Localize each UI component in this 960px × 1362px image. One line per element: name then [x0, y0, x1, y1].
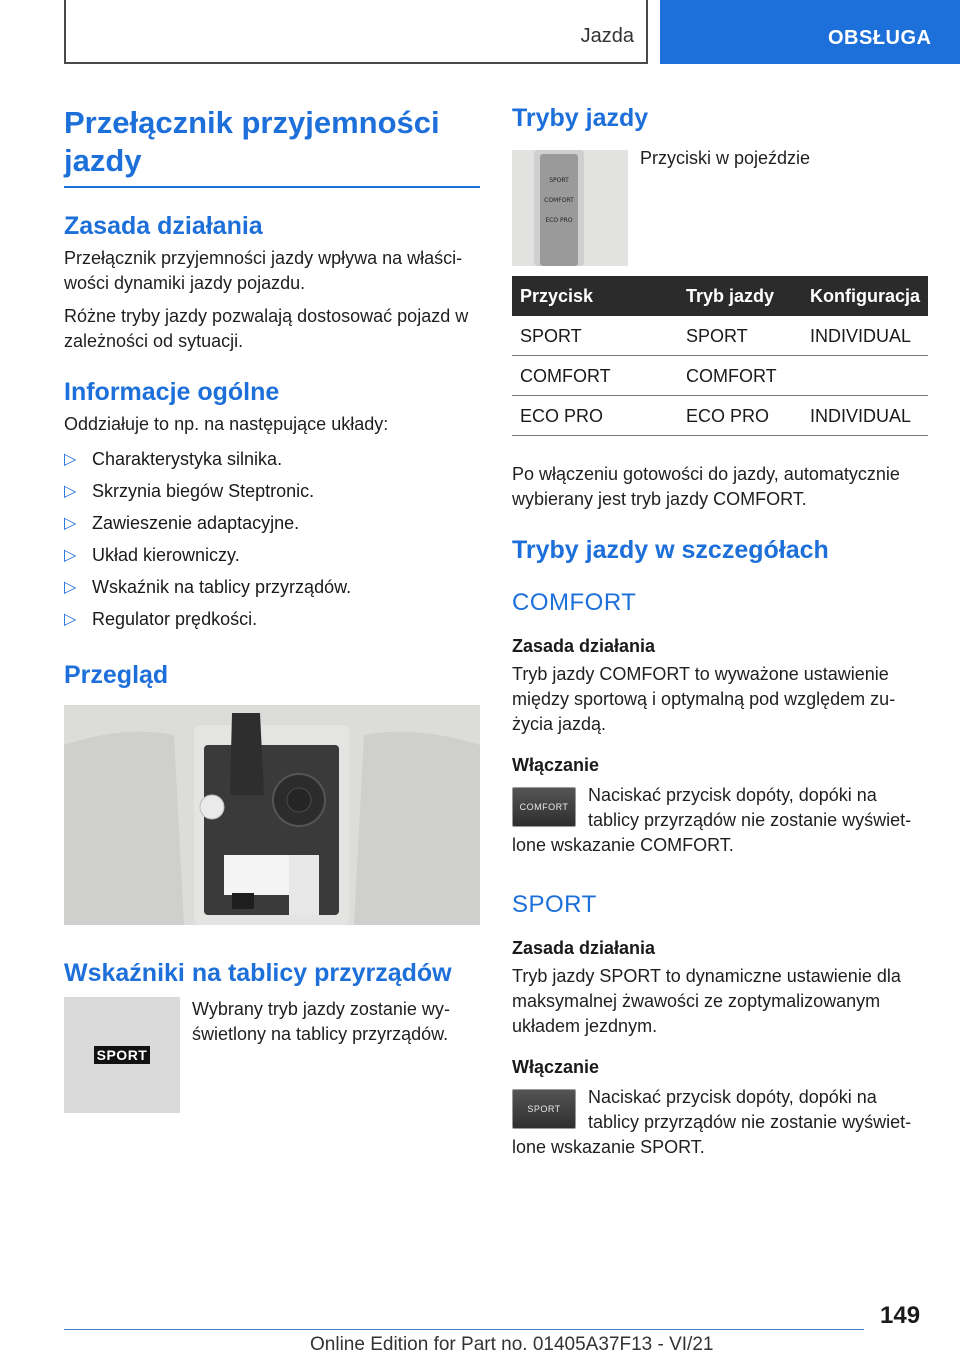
right-column	[512, 100, 928, 1160]
indicators-text: Wybrany tryb jazdy zostanie wyświetlony na tablicy przyrządów.	[192, 999, 450, 1044]
footer-divider	[64, 1329, 864, 1330]
detail-heading: Tryby jazdy w szczegółach	[512, 536, 829, 564]
sport-principle-heading: Zasada działania	[512, 938, 656, 958]
panel-sport-label: SPORT	[549, 177, 569, 184]
general-intro: Oddziałuje to np. na następujące układy:	[64, 414, 389, 434]
list-item: ▷ Skrzynia biegów Steptronic.	[64, 475, 480, 507]
sport-on-block	[512, 1085, 928, 1160]
table-cell: ECO PRO	[512, 396, 678, 436]
principle-p2: Różne tryby jazdy pozwalają dostosować pojazd w zależności od sytuacji.	[64, 306, 469, 351]
sport-principle-text: Tryb jazdy SPORT to dynamiczne ustawienie dla maksymalnej żwawości ze zoptymalizowanym układem jezdnym.	[512, 966, 901, 1036]
table-cell: SPORT	[512, 316, 678, 356]
center-console-illustration	[64, 705, 480, 925]
triangle-bullet-icon: ▷	[64, 451, 77, 468]
overview-heading: Przegląd	[64, 661, 169, 689]
comfort-on-heading: Włączanie	[512, 755, 600, 775]
triangle-bullet-icon: ▷	[64, 547, 77, 564]
page-number: 149	[880, 1302, 921, 1329]
principle-p1: Przełącznik przyjemności jazdy wpływa na właściwości dynamiki jazdy pojazdu.	[64, 248, 463, 293]
default-mode-text: Po włączeniu gotowości do jazdy, automatycznie wybierany jest tryb jazdy COMFORT.	[512, 464, 900, 509]
table-header-row	[512, 276, 928, 316]
list-item: ▷ Układ kierowniczy.	[64, 539, 480, 571]
comfort-principle-text: Tryb jazdy COMFORT to wyważone ustawienie między sportową i optymalną pod względem zużycia jazdą.	[512, 664, 896, 734]
comfort-button-image: COMFORT	[512, 787, 576, 827]
page-title: Przełącznik przyjemności jazdy	[64, 104, 480, 188]
cluster-display-image	[64, 997, 180, 1113]
comfort-principle-heading: Zasada działania	[512, 636, 656, 656]
table-cell: COMFORT	[678, 356, 802, 396]
console-photo	[64, 705, 480, 925]
indicators-heading: Wskaźniki na tablicy przyrządów	[64, 959, 452, 987]
col-header: Konfiguracja	[802, 276, 928, 316]
sport-heading: SPORT	[512, 891, 597, 918]
general-heading: Informacje ogólne	[64, 378, 280, 406]
buttons-caption: Przyciski w pojeździe	[640, 148, 811, 168]
table-row	[512, 316, 928, 356]
principle-heading: Zasada działania	[64, 212, 263, 240]
modes-heading: Tryby jazdy	[512, 104, 649, 132]
buttons-photo	[512, 150, 628, 266]
table-cell: INDIVIDUAL	[802, 396, 928, 436]
general-list	[64, 443, 480, 635]
mode-buttons-illustration	[512, 150, 628, 266]
comfort-heading: COMFORT	[512, 589, 637, 616]
buttons-block	[512, 146, 928, 266]
sport-on-heading: Włączanie	[512, 1057, 600, 1077]
sport-button-image: SPORT	[512, 1089, 576, 1129]
header-section: Jazda	[580, 25, 634, 47]
col-header: Przycisk	[512, 276, 678, 316]
triangle-bullet-icon: ▷	[64, 515, 77, 532]
list-item: ▷ Regulator prędkości.	[64, 603, 480, 635]
header-left-box	[64, 0, 648, 64]
panel-ecopro-label: ECO PRO	[545, 217, 573, 224]
table-cell: SPORT	[678, 316, 802, 356]
modes-table	[512, 276, 928, 436]
header-chapter: OBSŁUGA	[828, 27, 932, 49]
table-cell: INDIVIDUAL	[802, 316, 928, 356]
triangle-bullet-icon: ▷	[64, 483, 77, 500]
table-cell	[802, 356, 928, 396]
panel-comfort-label: COMFORT	[544, 197, 574, 204]
sport-on-text: Naciskać przycisk dopóty, dopóki na tablicy przyrządów nie zostanie wyświetlone wskazanie SPORT.	[512, 1087, 912, 1157]
comfort-on-block	[512, 783, 928, 858]
triangle-bullet-icon: ▷	[64, 579, 77, 596]
list-item: ▷ Zawieszenie adaptacyjne.	[64, 507, 480, 539]
triangle-bullet-icon: ▷	[64, 611, 77, 628]
footer-edition: Online Edition for Part no. 01405A37F13 - VI/21	[310, 1334, 714, 1355]
table-row	[512, 356, 928, 396]
header-chapter-tab	[660, 0, 960, 64]
list-item: ▷ Charakterystyka silnika.	[64, 443, 480, 475]
table-cell: ECO PRO	[678, 396, 802, 436]
col-header: Tryb jazdy	[678, 276, 802, 316]
comfort-on-text: Naciskać przycisk dopóty, dopóki na tablicy przyrządów nie zostanie wyświetlone wskazanie COMFORT.	[512, 785, 912, 855]
display-sport-label: SPORT	[94, 1046, 151, 1064]
left-column	[64, 100, 480, 1113]
table-cell: COMFORT	[512, 356, 678, 396]
list-item: ▷ Wskaźnik na tablicy przyrządów.	[64, 571, 480, 603]
table-row	[512, 396, 928, 436]
indicators-block	[64, 997, 480, 1063]
